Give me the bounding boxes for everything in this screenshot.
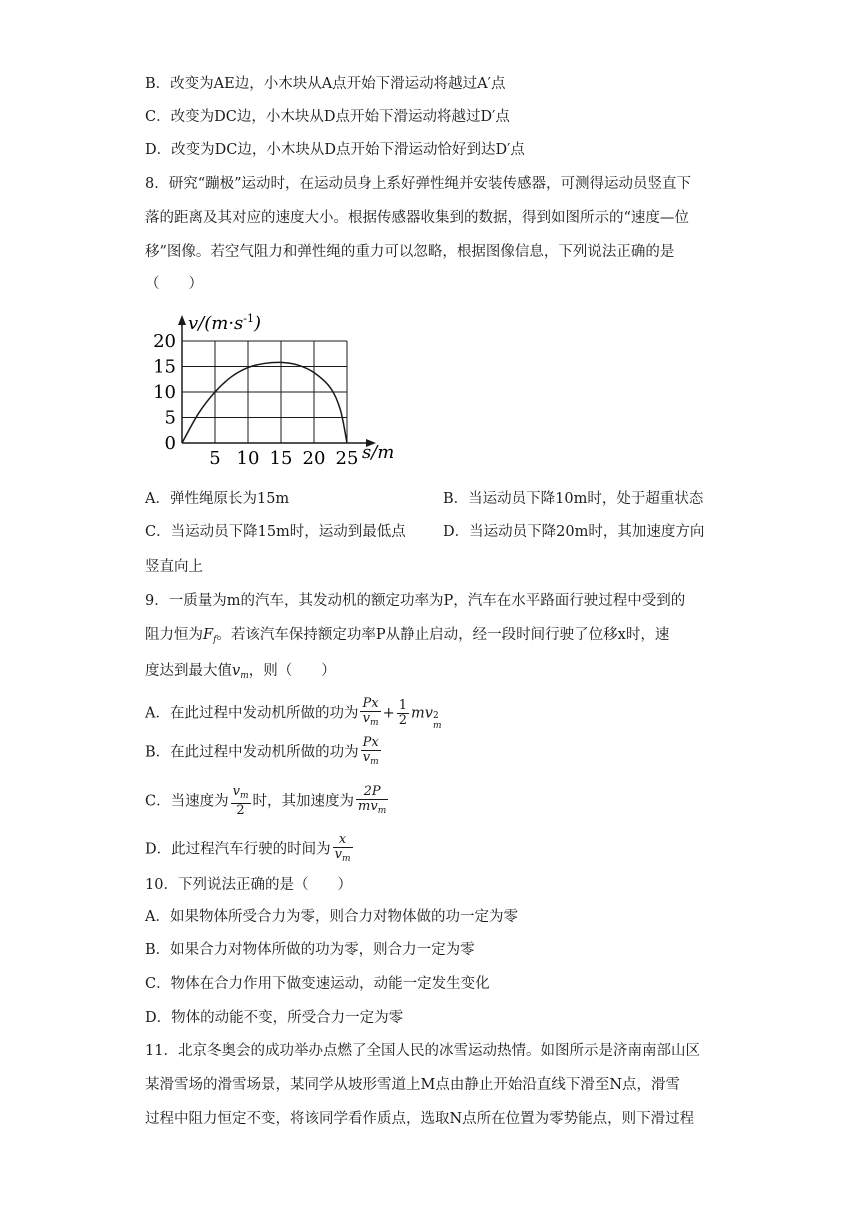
q9c-text2: 时，其加速度为 <box>252 793 355 810</box>
q8-option-b: B．当运动员下降10m时，处于超重状态 <box>443 491 704 507</box>
q9-stem-line1: 9．一质量为m的汽车，其发动机的额定功率为P，汽车在水平路面行驶过程中受到的 <box>145 593 686 609</box>
x-tick-label: 25 <box>335 448 359 469</box>
vm-sub: m <box>370 757 379 767</box>
q8-option-c: C．当运动员下降15m时，运动到最低点 <box>145 524 406 540</box>
q8-option-d: D．当运动员下降20m时，其加速度方向 <box>443 524 705 540</box>
ff-symbol: F <box>203 627 214 643</box>
q10-stem: 10．下列说法正确的是（ ） <box>145 877 352 893</box>
q10-option-a: A．如果物体所受合力为零，则合力对物体做的功一定为零 <box>145 909 518 925</box>
vm-sub: m <box>341 854 351 864</box>
vm: v <box>232 784 240 799</box>
q11-stem-line3: 过程中阻力恒定不变，将该同学看作质点，选取N点所在位置为零势能点，则下滑过程 <box>145 1111 695 1127</box>
graph-grid <box>182 341 347 443</box>
x-tick-label: 20 <box>302 448 326 469</box>
y-tick-label: 0 <box>164 433 176 454</box>
x-axis-label: s/m <box>362 442 395 463</box>
m-sub: m <box>377 806 387 816</box>
vm: v <box>362 711 370 726</box>
x-tick-label: 15 <box>269 448 293 469</box>
y-axis-arrow <box>178 315 186 325</box>
q9b-text: B．在此过程中发动机所做的功为 <box>145 744 359 761</box>
frac-num: Px <box>362 735 379 750</box>
q9-text: 度达到最大值 <box>145 663 232 679</box>
vm-sub: m <box>239 791 249 801</box>
y-tick-label: 20 <box>153 331 176 352</box>
q11-stem-line2: 某滑雪场的滑雪场景，某同学从坡形雪道上M点由静止开始沿直线下滑至N点，滑雪 <box>145 1077 681 1093</box>
q8-stem-line3: 移”图像。若空气阻力和弹性绳的重力可以忽略，根据图像信息，下列说法正确的是 <box>145 244 675 260</box>
q9-option-d <box>145 833 355 866</box>
graph-axes <box>178 315 376 447</box>
q8-answer-paren: （ ） <box>145 276 203 292</box>
q9d-text: D．此过程汽车行驶的时间为 <box>145 841 331 858</box>
q8-option-d-cont: 竖直向上 <box>145 559 203 575</box>
q10-option-d: D．物体的动能不变，所受合力一定为零 <box>145 1010 404 1026</box>
q10-option-b: B．如果合力对物体所做的功为零，则合力一定为零 <box>145 942 475 958</box>
frac-den <box>360 711 380 730</box>
fraction-2p-over-mvm <box>356 785 388 818</box>
m-sub: m <box>432 720 442 731</box>
q9-text: 阻力恒为 <box>145 627 203 643</box>
ff-subscript: f <box>213 635 217 645</box>
q8-option-a: A．弹性绳原长为15m <box>145 491 290 507</box>
x-tick-label: 5 <box>209 448 221 469</box>
fraction-half <box>397 699 409 728</box>
square: 2 <box>432 710 439 721</box>
graph-ticks <box>153 331 358 469</box>
q9-stem-line3 <box>145 661 336 686</box>
frac-num <box>231 785 251 803</box>
q8-stem-line2: 落的距离及其对应的速度大小。根据传感器收集到的数据，得到如图所示的“速度—位 <box>145 210 689 226</box>
frac-den: 2 <box>398 713 408 728</box>
fraction-vm-over-2 <box>231 785 251 818</box>
q9-option-c <box>145 785 390 818</box>
frac-den: 2 <box>231 803 251 818</box>
q10-option-c: C．物体在合力作用下做变速运动，动能一定发生变化 <box>145 976 490 992</box>
frac-num: Px <box>362 696 379 711</box>
q9-stem-line2 <box>145 625 669 650</box>
fraction-x-over-vm <box>333 833 353 866</box>
q7-option-c: C．改变为DC边，小木块从D点开始下滑运动将越过D′点 <box>145 109 510 125</box>
y-axis-label <box>188 312 261 334</box>
vm: v <box>362 750 371 765</box>
velocity-displacement-graph <box>150 305 400 480</box>
vm: v <box>334 847 342 862</box>
fraction-px-over-vm <box>360 697 380 730</box>
y-tick-label: 10 <box>153 382 176 403</box>
mv-term: mv <box>411 705 433 722</box>
fraction-px-over-vm <box>361 736 381 769</box>
velocity-curve <box>182 362 347 443</box>
y-label-close: ) <box>254 313 262 334</box>
frac-num: 2P <box>363 784 381 799</box>
frac-num: 1 <box>398 698 408 713</box>
y-label-main: v/(m·s <box>188 313 244 334</box>
y-label-sup: -1 <box>243 312 255 325</box>
x-tick-label: 10 <box>236 448 260 469</box>
q9a-text: A．在此过程中发动机所做的功为 <box>145 705 359 722</box>
plus-sign: + <box>382 705 395 722</box>
q9-text: ，则（ ） <box>248 663 336 679</box>
q7-option-d: D．改变为DC边，小木块从D点开始下滑运动恰好到达D′点 <box>145 142 525 158</box>
frac-num: x <box>338 832 347 847</box>
y-tick-label: 15 <box>153 356 176 378</box>
q9-option-b <box>145 736 383 769</box>
vm-subscript: m <box>240 671 249 681</box>
q9-text: 。若该汽车保持额定功率P从静止启动，经一段时间行驶了位移x时，速 <box>216 627 670 643</box>
q9c-text: C．当速度为 <box>145 793 229 810</box>
frac-den <box>361 750 381 769</box>
vm-symbol: v <box>232 663 241 679</box>
y-tick-label: 5 <box>164 407 176 429</box>
frac-den <box>356 799 388 818</box>
q7-option-b: B．改变为AE边，小木块从A点开始下滑运动将越过A′点 <box>145 76 506 92</box>
q9-option-a <box>145 697 443 730</box>
vm-sub: m <box>369 718 379 728</box>
mv: mv <box>358 799 378 814</box>
q8-stem-line1: 8．研究“蹦极”运动时，在运动员身上系好弹性绳并安装传感器，可测得运动员竖直下 <box>145 176 692 192</box>
frac-den <box>333 847 353 866</box>
q11-stem-line1: 11．北京冬奥会的成功举办点燃了全国人民的冰雪运动热情。如图所示是济南南部山区 <box>145 1043 700 1059</box>
